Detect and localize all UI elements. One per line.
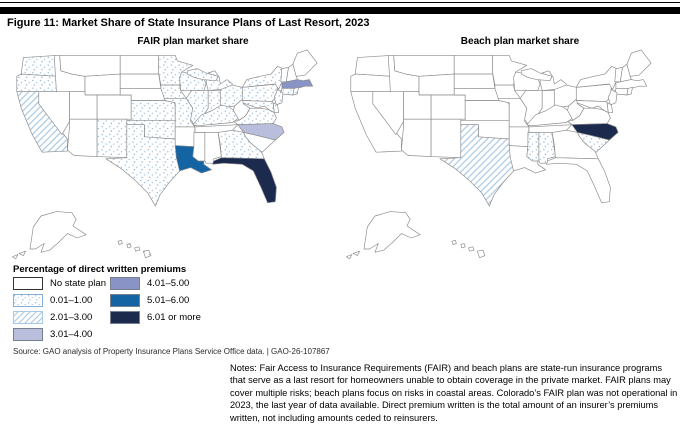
legend-column-2 [110,277,201,328]
state-WA [21,55,57,76]
state-ND [120,55,159,74]
legend-swatch-5-6 [110,294,140,307]
state-HI [461,244,465,248]
legend-item-4-5 [110,277,201,290]
legend-swatch-dots [13,294,43,307]
legend-swatch-3-4 [13,328,43,341]
state-MT [60,55,120,76]
legend-swatch-4-5 [110,277,140,290]
state-NM [97,119,127,158]
legend-item-3-4 [13,328,106,341]
state-NM [431,119,461,158]
legend-column-1 [13,277,106,345]
legend-label: 2.01–3.00 [50,312,93,323]
legend-label: No state plan [50,278,106,289]
state-AK [19,251,26,255]
state-HI [118,240,122,244]
state-ME [627,50,651,76]
legend-label: 6.01 or more [147,312,201,323]
legend-label: 4.01–5.00 [147,278,190,289]
legend-item-5-6 [110,294,201,307]
state-AK [353,251,360,255]
state-HI [127,244,131,248]
state-HI [452,240,456,244]
state-AK [30,212,86,253]
legend-label: 0.01–1.00 [50,295,93,306]
state-HI [469,247,475,251]
top-rule [0,2,680,3]
legend-item-0-1 [13,294,106,307]
legend-title: Percentage of direct written premiums [13,264,187,275]
state-AZ [401,119,431,156]
state-SD [120,74,161,88]
state-AK [364,212,420,253]
figure-title: Figure 11: Market Share of State Insurance Plans of Last Resort, 2023 [7,17,370,29]
state-KS [131,101,175,121]
fair-map-title: FAIR plan market share [137,36,249,47]
legend-swatch-no-state-plan [13,277,43,290]
beach-plan-map [342,40,672,260]
legend-swatch-6-plus [110,311,140,324]
state-KS [465,101,509,121]
state-ME [293,50,317,76]
source-line: Source: GAO analysis of Property Insurance Plans Service Office data. | GAO-26-107867 [13,347,330,356]
state-MS [527,132,539,161]
state-RI [627,87,633,95]
state-CO [97,95,131,119]
state-CO [431,95,465,119]
legend-item-2-3 [13,311,106,324]
state-ND [454,55,493,74]
state-AK [12,255,18,259]
state-AZ [67,119,97,156]
state-WY [419,74,454,95]
legend-label: 5.01–6.00 [147,295,190,306]
state-AR [175,127,195,147]
state-FL [547,158,611,203]
header-bar [0,7,680,14]
state-OR [17,74,58,92]
legend-label: 3.01–4.00 [50,329,93,340]
state-HI [135,247,141,251]
legend-swatch-hatch [13,311,43,324]
state-UT [70,92,98,120]
state-SD [454,74,495,88]
state-MS [193,132,205,161]
state-OR [351,74,392,92]
notes-paragraph: Notes: Fair Access to Insurance Requirements (FAIR) and beach plans are state-run insurance programs that serve as a last resort for homeowners unable to obtain coverage in the private market. FAIR plans may cover multiple risks; beach plans focus on risks in coastal areas. Colorado’s FAIR plan was not operational in 2023, the last year of data available. Direct premium written is the total amount of an insurer’s premiums written, not including amounts ceded to reinsurers. [230,363,678,423]
state-WY [85,74,120,95]
legend-item-6-plus [110,311,201,324]
state-FL [213,158,277,203]
state-UT [404,92,432,120]
state-AR [509,127,529,147]
beach-map-title: Beach plan market share [460,36,580,47]
state-MT [394,55,455,76]
fair-plan-map [8,40,338,260]
state-HI [143,250,151,258]
state-WA [355,55,391,76]
legend-item-no-state-plan [13,277,106,290]
state-AK [346,255,352,259]
state-RI [293,87,299,95]
state-HI [477,250,485,258]
